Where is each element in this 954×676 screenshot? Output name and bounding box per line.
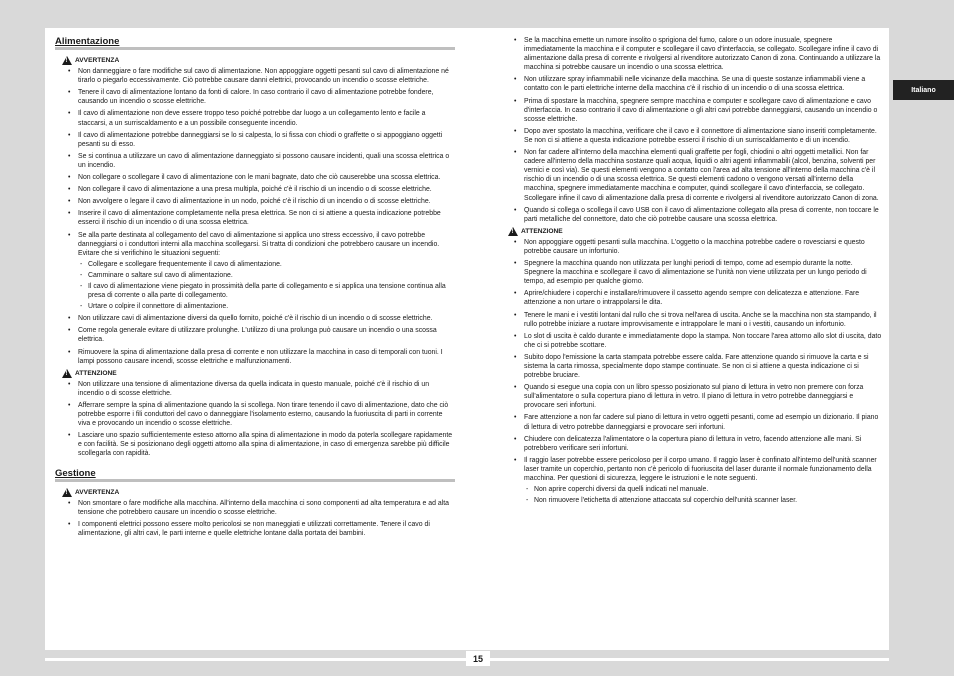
list-item: • Non avvolgere o legare il cavo di alimentazione in un nodo, poiché c'è il rischio di un incendio o di scosse elettriche. [55, 197, 455, 206]
list-item-text: Se alla parte destinata al collegamento del cavo di alimentazione si applica uno stress eccessivo, il cavo potrebbe danneggiarsi o i conduttori interni alla macchina scollegarsi. Si tratta di condizioni che potrebbero causare un incendio. Evitare che si verifichino le situazioni seguenti: [78, 231, 440, 257]
list-item: • Se si continua a utilizzare un cavo di alimentazione danneggiato si possono causare incidenti, quali una scossa elettrica o un incendio. [55, 152, 455, 170]
list-item: • Il cavo di alimentazione non deve essere troppo teso poiché potrebbe dar luogo a un collegamento lento e facile a staccarsi, a un surriscaldamento e a un possibile conseguente incendio. [55, 109, 455, 127]
right-column [501, 36, 883, 508]
list-item: • Quando si esegue una copia con un libro spesso posizionato sul piano di lettura in vetro non premere con forza sull'alimentatore o sulla copertura piano di lettura in vetro. Il piano di lettura in vetro potrebbe danneggiarsi e provocare seri infortuni. [501, 383, 883, 410]
list-item: • Aprire/chiudere i coperchi e installare/rimuovere il cassetto agendo sempre con delicatezza e attenzione. Fare attenzione a non urtare o intrappolarsi le dita. [501, 289, 883, 307]
list-item-with-subitems [55, 231, 455, 312]
caution-triangle-icon [62, 369, 72, 378]
warning-heading [62, 56, 455, 65]
list-item: • Prima di spostare la macchina, spegnere sempre macchina e computer e scollegare cavo di alimentazione e cavo d'interfaccia. In caso contrario il cavo di alimentazione o gli altri cavi potrebbe danneggiarsi, causando un incendio o scosse elettriche. [501, 97, 883, 124]
list-item: • Se la macchina emette un rumore insolito o sprigiona del fumo, calore o un odore inusuale, spegnere immediatamente la macchina e il computer e scollegare il cavo d'interfaccia, se collegato. Scollegare infine il cavo di alimentazione dalla presa di corrente e rivolgersi al rivenditore autorizzato Canon di zona. Continuando a utilizzare la macchina si potrebbe causare un incendio o una scossa elettrica. [501, 36, 883, 72]
list-item: • Lo slot di uscita è caldo durante e immediatamente dopo la stampa. Non toccare l'area attorno allo slot di uscita, dato che ci si potrebbe scottare. [501, 332, 883, 350]
section-title-handling: Gestione [55, 467, 96, 479]
caution-list [55, 380, 455, 459]
manual-page [45, 28, 889, 650]
list-item: • Non utilizzare spray infiammabili nelle vicinanze della macchina. Se una di queste sostanze infiammabili viene a contatto con le parti elettriche interne della macchina c'è il rischio di un incendio o di una scossa elettrica. [501, 75, 883, 93]
sub-list-item: - Urtare o colpire il connettore di alimentazione. [78, 302, 455, 311]
sub-list-item: - Il cavo di alimentazione viene piegato in prossimità della parte di collegamento e si applica una tensione continua alla presa di corrente o alla parte di collegamento. [78, 282, 455, 300]
warning-triangle-icon [62, 488, 72, 497]
list-item: • Afferrare sempre la spina di alimentazione quando la si scollega. Non tirare tenendo il cavo di alimentazione, dato che ciò potrebbe esporre i fili conduttori del cavo o danneggiare l'isolamento esterno, causando la fuoriuscita di parti in corrente viva e provocando un incendio o scosse elettriche. [55, 401, 455, 428]
sub-list-item: - Non rimuovere l'etichetta di attenzione attaccata sul coperchio dell'unità scanner laser. [524, 496, 883, 505]
list-item: • Non collegare il cavo di alimentazione a una presa multipla, poiché c'è il rischio di un incendio o di scosse elettriche. [55, 185, 455, 194]
warning-triangle-icon [62, 56, 72, 65]
list-item: • Non collegare o scollegare il cavo di alimentazione con le mani bagnate, dato che ciò causerebbe una scossa elettrica. [55, 173, 455, 182]
list-item: • Dopo aver spostato la macchina, verificare che il cavo e il connettore di alimentazione siano inseriti completamente. Se non ci si attiene a questa indicazione potrebbe esserci il rischio di un surriscaldamento e di un incendio. [501, 127, 883, 145]
list-item-with-subitems [501, 456, 883, 505]
list-item-text: Il raggio laser potrebbe essere pericoloso per il corpo umano. Il raggio laser è confinato all'interno dell'unità scanner laser tramite un coperchio, pertanto non c'è pericolo di fuoriuscita del laser durante il normale funzionamento della macchina. Per questioni di sicurezza, leggere le istruzioni e le note seguenti. [524, 456, 877, 483]
section-title-power: Alimentazione [55, 36, 120, 47]
language-tab: Italiano [893, 80, 954, 100]
list-item: • Inserire il cavo di alimentazione completamente nella presa elettrica. Se non ci si attiene a questa indicazione potrebbe esserci il rischio di un incendio o di una scossa elettrica. [55, 209, 455, 227]
list-item: • Come regola generale evitare di utilizzare prolunghe. L'utilizzo di una prolunga può causare un incendio o una scossa elettrica. [55, 326, 455, 344]
list-item: • Non far cadere all'interno della macchina elementi quali graffette per fogli, chiodini o altri oggetti metallici. Non far cadere all'interno della macchina sostanze quali acqua, liquidi o altri agenti infiammabili (alcol, benzina, solventi per vernici e così via). Se questi elementi vengono a contatto con l'area ad alta tensione all'interno della macchina c'è il rischio di un incendio o di una scossa elettrica. Se questi elementi cadono o vengono versati all'interno della macchina, spegnere immediatamente macchina e computer, quindi scollegare il cavo d'interfaccia, se collegato. Scollegare infine il cavo di alimentazione dalla presa di corrente e rivolgersi al rivenditore autorizzato Canon di zona. [501, 148, 883, 203]
caution-triangle-icon [508, 227, 518, 236]
caution-label: ATTENZIONE [521, 227, 563, 235]
list-item: • Quando si collega o scollega il cavo USB con il cavo di alimentazione collegato alla presa di corrente, non toccare le parti metalliche del connettore, dato che ciò potrebbe causare una scossa elettrica. [501, 206, 883, 224]
list-item: • Non smontare o fare modifiche alla macchina. All'interno della macchina ci sono componenti ad alta temperatura e ad alta tensione che potrebbero causare un incendio o scosse elettriche. [55, 499, 455, 517]
warning-label: AVVERTENZA [75, 488, 120, 496]
list-item: • Subito dopo l'emissione la carta stampata potrebbe essere calda. Fare attenzione quando si rimuove la carta e si sistema la carta rimossa, specialmente dopo stampe continuate. Se non ci si attiene a questa indicazione ci si potrebbe bruciare. [501, 353, 883, 380]
section-rule [55, 47, 455, 50]
list-item: • Il cavo di alimentazione potrebbe danneggiarsi se lo si calpesta, lo si fissa con chiodi o graffette o si appoggiano oggetti pesanti su di esso. [55, 131, 455, 149]
sub-list-item: - Non aprire coperchi diversi da quelli indicati nel manuale. [524, 485, 883, 494]
list-item: • Non utilizzare cavi di alimentazione diversi da quello fornito, poiché c'è il rischio di un incendio o di scosse elettriche. [55, 314, 455, 323]
caution-heading [508, 227, 883, 236]
list-item: • Tenere le mani e i vestiti lontani dal rullo che si trova nell'area di uscita. Anche se la macchina non sta stampando, il rullo potrebbe iniziare a ruotare improvvisamente e intrappolare le mani o i vestiti, causando un infortunio. [501, 311, 883, 329]
page-number: 15 [466, 651, 490, 666]
warning-label: AVVERTENZA [75, 57, 120, 64]
left-column [55, 36, 455, 541]
warning-list [55, 499, 455, 538]
list-item: • Rimuovere la spina di alimentazione dalla presa di corrente e non utilizzare la macchina in caso di temporali con tuoni. I lampi possono causare incendi, scosse elettriche e malfunzionamenti. [55, 348, 455, 366]
list-item: • Spegnere la macchina quando non utilizzata per lunghi periodi di tempo, come ad esempio durante la notte. Spegnere la macchina e scollegare il cavo di alimentazione se l'unità non viene utilizzata per un lungo periodo di tempo, ad esempio per qualche giorno. [501, 259, 883, 286]
sub-list [78, 260, 455, 311]
list-item: • Lasciare uno spazio sufficientemente esteso attorno alla spina di alimentazione in modo da poterla scollegare rapidamente e con facilità. Se si posizionano degli oggetti attorno alla spina di alimentazione, in caso di emergenza sarebbe più difficile scollegarla con rapidità. [55, 431, 455, 458]
list-item: • Non danneggiare o fare modifiche sul cavo di alimentazione. Non appoggiare oggetti pesanti sul cavo di alimentazione né tirarlo o piegarlo eccessivamente. Ciò potrebbe causare danni elettrici, provocando un incendio o scosse elettriche. [55, 67, 455, 85]
list-item: • Non utilizzare una tensione di alimentazione diversa da quella indicata in questo manuale, poiché c'è il rischio di un incendio o di scosse elettriche. [55, 380, 455, 398]
list-item: • Tenere il cavo di alimentazione lontano da fonti di calore. In caso contrario il cavo di alimentazione potrebbe fondere, causando un incendio o scosse elettriche. [55, 88, 455, 106]
sub-list-item: - Camminare o saltare sul cavo di alimentazione. [78, 271, 455, 280]
list-item: • Non appoggiare oggetti pesanti sulla macchina. L'oggetto o la macchina potrebbe cadere o rovesciarsi e questo potrebbe causare un infortunio. [501, 238, 883, 256]
warning-list [55, 67, 455, 366]
caution-heading [62, 369, 455, 378]
list-item: • Chiudere con delicatezza l'alimentatore o la copertura piano di lettura in vetro, facendo attenzione alle mani. Si potrebbero verificare seri infortuni. [501, 435, 883, 453]
warning-heading [62, 488, 455, 497]
section-rule [55, 479, 455, 482]
caution-label: ATTENZIONE [75, 369, 117, 377]
sub-list [524, 485, 883, 505]
sub-list-item: - Collegare e scollegare frequentemente il cavo di alimentazione. [78, 260, 455, 269]
caution-list [501, 238, 883, 505]
list-item: • I componenti elettrici possono essere molto pericolosi se non maneggiati e utilizzati correttamente. Tenere il cavo di alimentazione, gli altri cavi, le parti interne e quelle elettriche lontane dalla portata dei bambini. [55, 520, 455, 538]
list-item: • Fare attenzione a non far cadere sul piano di lettura in vetro oggetti pesanti, come ad esempio un dizionario. Il piano di lettura di vetro potrebbe danneggiarsi e provocare seri infortuni. [501, 413, 883, 431]
warning-list-continued [501, 36, 883, 224]
